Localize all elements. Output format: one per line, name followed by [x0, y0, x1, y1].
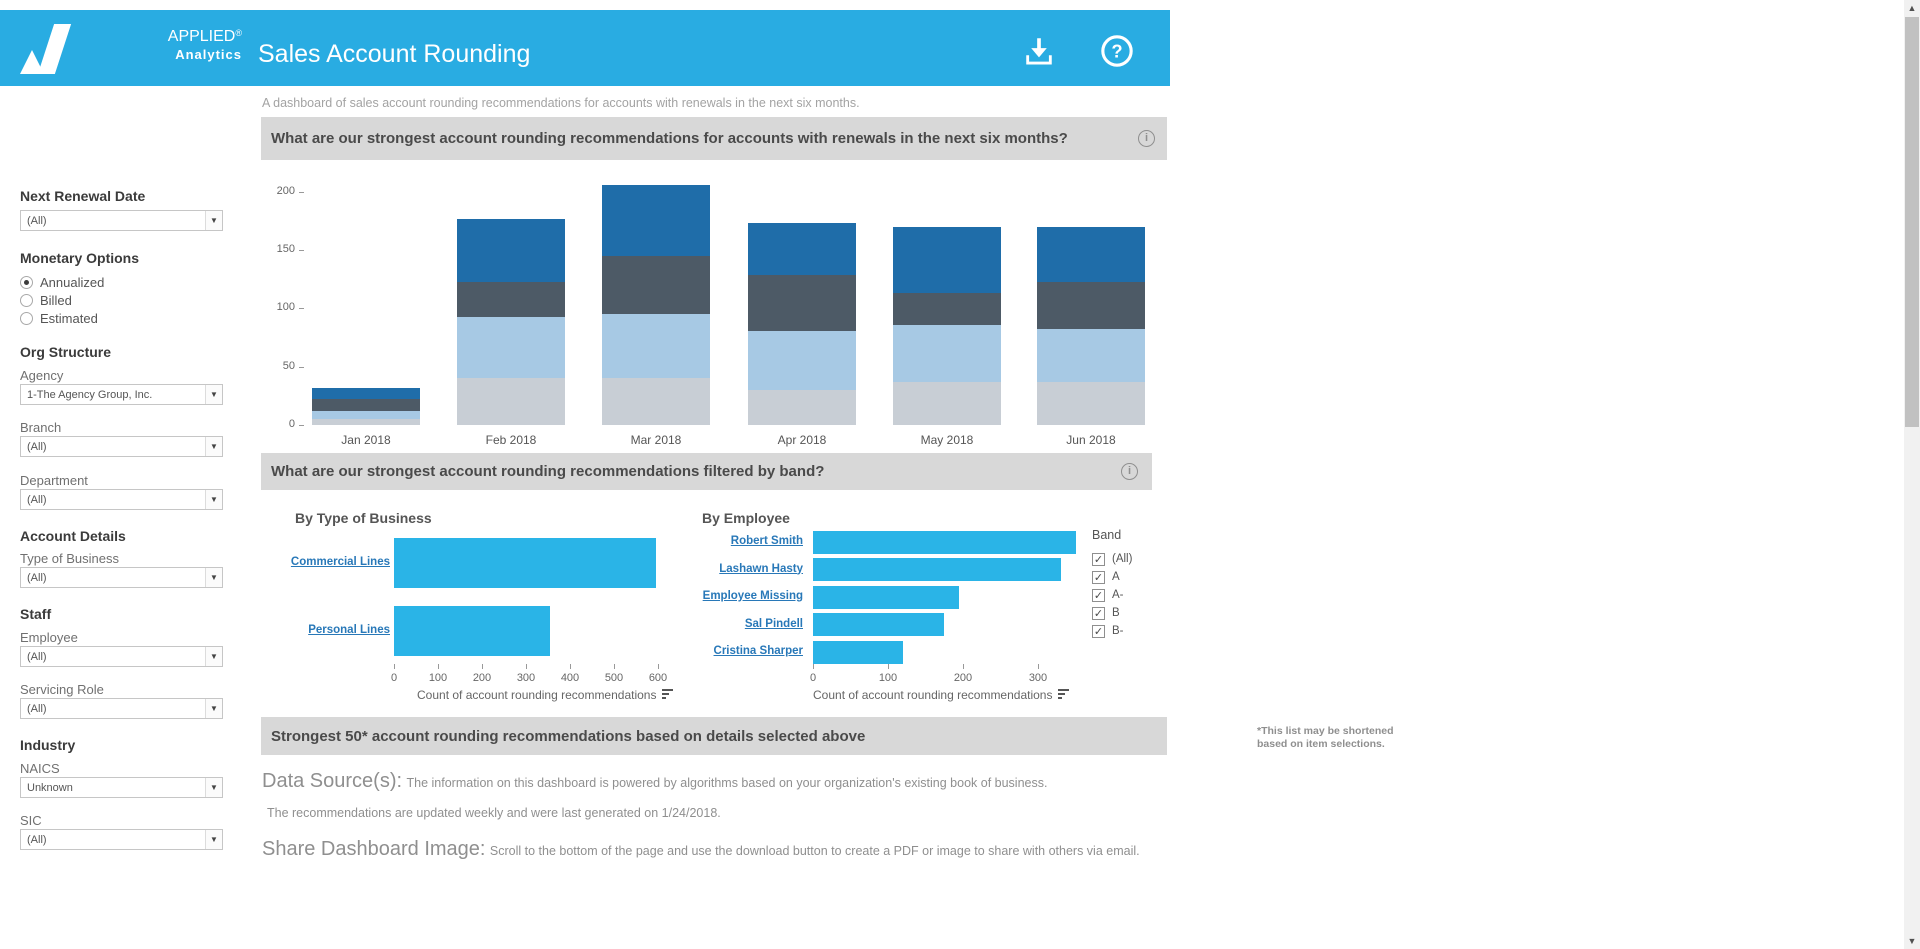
- band-checkbox-all[interactable]: [1092, 550, 1132, 568]
- value-bar[interactable]: [813, 641, 903, 664]
- value-bar[interactable]: [394, 606, 550, 656]
- checkbox-icon: ✓: [1093, 607, 1104, 620]
- checkbox-icon: ✓: [1093, 589, 1104, 602]
- stacked-bar-segment-lightblue[interactable]: [602, 314, 710, 378]
- stacked-bar-segment-lightblue[interactable]: [748, 331, 856, 390]
- stacked-bar-segment-lightblue[interactable]: [893, 325, 1001, 382]
- section1-header: [261, 117, 1167, 160]
- sic-label: SIC: [20, 813, 42, 828]
- section2-header: [261, 453, 1152, 490]
- x-axis-tick-mark: [438, 664, 439, 669]
- x-axis-month-label: Jun 2018: [1066, 433, 1116, 447]
- x-axis-tick-label: 500: [604, 672, 624, 684]
- band-checkbox-label: B: [1112, 607, 1120, 619]
- x-axis-tick-label: 400: [560, 672, 580, 684]
- x-axis-tick-mark: [526, 664, 527, 669]
- filter-heading-monetary-options: Monetary Options: [20, 250, 140, 266]
- y-axis-tick-mark: [299, 308, 304, 309]
- x-axis-tick-mark: [570, 664, 571, 669]
- category-link[interactable]: Personal Lines: [308, 624, 390, 636]
- band-filter-title: Band: [1092, 528, 1122, 542]
- stacked-bar-segment-lightblue[interactable]: [312, 411, 420, 419]
- chevron-down-icon: ▼: [205, 437, 222, 456]
- agency-label: Agency: [20, 368, 64, 383]
- filter-heading-industry: Industry: [20, 737, 76, 753]
- x-axis-tick-mark: [482, 664, 483, 669]
- chart-title: By Type of Business: [295, 510, 432, 526]
- help-icon[interactable]: [1100, 34, 1134, 68]
- stacked-bar-segment-darkblue[interactable]: [602, 185, 710, 256]
- section3-note: *This list may be shortened based on item selections.: [1257, 725, 1394, 750]
- x-axis-tick-label: 100: [428, 672, 448, 684]
- stacked-bar-segment-darkblue[interactable]: [457, 219, 565, 282]
- stacked-bar-segment-lightgray[interactable]: [312, 419, 420, 425]
- x-axis-month-label: May 2018: [920, 433, 974, 447]
- sort-descending-icon[interactable]: [662, 689, 673, 701]
- x-axis-tick-mark: [1038, 664, 1039, 669]
- employee-label: Employee: [20, 630, 78, 645]
- chevron-down-icon: ▼: [205, 568, 222, 587]
- x-axis-tick-label: 300: [1028, 672, 1048, 684]
- band-checkbox-a-[interactable]: [1092, 586, 1132, 604]
- value-bar[interactable]: [813, 586, 959, 609]
- branch-dropdown[interactable]: (All) ▼: [20, 436, 223, 457]
- chevron-down-icon: ▼: [205, 490, 222, 509]
- filter-sidebar: [0, 86, 257, 949]
- y-axis-tick-mark: [299, 192, 304, 193]
- value-bar[interactable]: [813, 613, 944, 636]
- x-axis-tick-label: 0: [809, 672, 817, 684]
- scrollbar-thumb[interactable]: [1905, 17, 1919, 427]
- logo-sub-text: Analytics: [175, 47, 242, 62]
- category-link[interactable]: Lashawn Hasty: [719, 562, 803, 575]
- stacked-bar-segment-lightgray[interactable]: [602, 378, 710, 425]
- logo-text: [82, 28, 242, 62]
- info-icon[interactable]: i: [1138, 130, 1155, 147]
- vertical-scrollbar[interactable]: [1904, 0, 1920, 949]
- app-header: [0, 10, 1170, 86]
- scroll-down-icon[interactable]: ▼: [1907, 936, 1917, 946]
- next-renewal-date-dropdown[interactable]: (All) ▼: [20, 210, 223, 231]
- band-checkbox-a[interactable]: [1092, 568, 1132, 586]
- stacked-bar-segment-lightblue[interactable]: [1037, 329, 1145, 381]
- y-axis-tick-label: 150: [276, 243, 295, 256]
- type-of-business-bar-chart: [257, 505, 717, 710]
- x-axis-tick-label: 200: [472, 672, 492, 684]
- chevron-down-icon: ▼: [205, 699, 222, 718]
- x-axis-caption: Count of account rounding recommendations: [417, 688, 673, 702]
- stacked-bar-segment-darkgray[interactable]: [748, 275, 856, 331]
- y-axis-tick-label: 0: [288, 418, 295, 430]
- chart-title: By Employee: [702, 510, 790, 526]
- employee-dropdown[interactable]: (All) ▼: [20, 646, 223, 667]
- filter-heading-account-details: Account Details: [20, 528, 126, 544]
- stacked-bar-segment-lightgray[interactable]: [457, 378, 565, 425]
- stacked-bar-segment-darkblue[interactable]: [1037, 227, 1145, 282]
- y-axis-tick-label: 50: [282, 359, 295, 372]
- checkbox-icon: ✓: [1093, 571, 1104, 584]
- value-bar[interactable]: [813, 531, 1076, 554]
- radio-billed[interactable]: Billed: [20, 293, 72, 308]
- x-axis-month-label: Feb 2018: [485, 433, 537, 447]
- stacked-bar-segment-darkgray[interactable]: [457, 282, 565, 317]
- x-axis-month-label: Mar 2018: [630, 433, 682, 447]
- chevron-down-icon: ▼: [205, 211, 222, 230]
- radio-annualized[interactable]: Annualized: [20, 275, 104, 290]
- category-link[interactable]: Commercial Lines: [290, 556, 390, 568]
- x-axis-tick-mark: [963, 664, 964, 669]
- x-axis-tick-label: 600: [648, 672, 668, 684]
- radio-icon: [20, 276, 33, 289]
- band-checkbox-label: A-: [1112, 589, 1124, 601]
- filter-heading-next-renewal-date: Next Renewal Date: [20, 188, 146, 204]
- department-label: Department: [20, 473, 88, 488]
- category-link[interactable]: Cristina Sharper: [713, 645, 803, 657]
- chevron-down-icon: ▼: [205, 778, 222, 797]
- x-axis-tick-mark: [658, 664, 659, 669]
- x-axis-tick-mark: [888, 664, 889, 669]
- share-label: Share Dashboard Image:: [262, 838, 486, 860]
- share-line: [262, 838, 1140, 861]
- update-note: The recommendations are updated weekly and were last generated on 1/24/2018.: [267, 806, 721, 820]
- naics-label: NAICS: [20, 761, 60, 776]
- data-sources-line: [262, 770, 1047, 793]
- band-checkbox-label: (All): [1112, 553, 1133, 565]
- stacked-bar-segment-darkblue[interactable]: [312, 388, 420, 400]
- servicing-role-dropdown[interactable]: (All) ▼: [20, 698, 223, 719]
- x-axis-tick-label: 300: [516, 672, 536, 684]
- stacked-bar-segment-darkblue[interactable]: [893, 227, 1001, 293]
- band-filter: [1092, 528, 1132, 640]
- stacked-bar-segment-darkblue[interactable]: [748, 223, 856, 274]
- stacked-bar-segment-darkgray[interactable]: [893, 293, 1001, 324]
- sort-descending-icon[interactable]: [1058, 689, 1069, 701]
- radio-estimated[interactable]: Estimated: [20, 311, 98, 326]
- x-axis-tick-mark: [614, 664, 615, 669]
- monthly-stacked-bar-chart: [257, 165, 1169, 455]
- checkbox-icon: ✓: [1093, 553, 1104, 566]
- naics-dropdown[interactable]: Unknown ▼: [20, 777, 223, 798]
- chevron-down-icon: ▼: [205, 385, 222, 404]
- employee-bar-chart: [700, 505, 1120, 710]
- stacked-bar-segment-lightblue[interactable]: [457, 317, 565, 379]
- stacked-bar-segment-lightgray[interactable]: [748, 390, 856, 425]
- department-dropdown[interactable]: (All) ▼: [20, 489, 223, 510]
- chevron-down-icon: ▼: [205, 830, 222, 849]
- download-icon[interactable]: [1022, 34, 1056, 68]
- radio-icon: [20, 294, 33, 307]
- filter-heading-org-structure: Org Structure: [20, 344, 112, 360]
- dashboard-subtitle: A dashboard of sales account rounding recommendations for accounts with renewals in the next six months.: [262, 96, 860, 110]
- filter-heading-staff: Staff: [20, 606, 52, 622]
- value-bar[interactable]: [813, 558, 1061, 581]
- band-checkbox-b-[interactable]: [1092, 622, 1132, 640]
- logo-registered-mark: ®: [235, 28, 242, 38]
- x-axis-tick-label: 0: [390, 672, 398, 684]
- applied-logo: [12, 22, 242, 78]
- stacked-bar-segment-darkgray[interactable]: [1037, 282, 1145, 330]
- category-link[interactable]: Employee Missing: [702, 590, 803, 602]
- type-of-business-label: Type of Business: [20, 551, 119, 566]
- sic-dropdown[interactable]: (All) ▼: [20, 829, 223, 850]
- x-axis-month-label: Jan 2018: [341, 433, 391, 447]
- x-axis-month-label: Apr 2018: [777, 433, 827, 447]
- page-title: Sales Account Rounding: [258, 40, 531, 68]
- section3-header: [261, 717, 1394, 755]
- stacked-bar-segment-lightgray[interactable]: [893, 382, 1001, 425]
- y-axis-tick-label: 200: [276, 184, 295, 197]
- info-icon[interactable]: i: [1121, 463, 1138, 480]
- agency-dropdown[interactable]: 1-The Agency Group, Inc. ▼: [20, 384, 223, 405]
- x-axis-tick-label: 200: [953, 672, 973, 684]
- section1-title: What are our strongest account rounding recommendations for accounts with renewals in the next six months?: [271, 130, 1068, 147]
- y-axis-tick-mark: [299, 367, 304, 368]
- y-axis-tick-mark: [299, 250, 304, 251]
- svg-text:?: ?: [1111, 40, 1123, 62]
- x-axis-tick-mark: [394, 664, 395, 669]
- scroll-up-icon[interactable]: ▲: [1907, 3, 1917, 13]
- logo-main-text: APPLIED: [167, 28, 236, 45]
- x-axis-caption: Count of account rounding recommendations: [813, 688, 1069, 702]
- stacked-bar-segment-lightgray[interactable]: [1037, 382, 1145, 425]
- stacked-bar-segment-darkgray[interactable]: [312, 399, 420, 411]
- section3-title: Strongest 50* account rounding recommendations based on details selected above: [271, 727, 866, 745]
- branch-label: Branch: [20, 420, 62, 435]
- chevron-down-icon: ▼: [205, 647, 222, 666]
- servicing-role-label: Servicing Role: [20, 682, 104, 697]
- stacked-bar-segment-darkgray[interactable]: [602, 256, 710, 314]
- checkbox-icon: ✓: [1093, 625, 1104, 638]
- section2-title: What are our strongest account rounding recommendations filtered by band?: [271, 463, 825, 480]
- share-text: Scroll to the bottom of the page and use the download button to create a PDF or image to share with others via email.: [489, 844, 1140, 858]
- type-of-business-dropdown[interactable]: (All) ▼: [20, 567, 223, 588]
- data-sources-label: Data Source(s):: [262, 770, 403, 792]
- radio-icon: [20, 312, 33, 325]
- band-checkbox-b[interactable]: [1092, 604, 1132, 622]
- category-link[interactable]: Sal Pindell: [744, 617, 803, 630]
- band-checkbox-label: B-: [1112, 625, 1124, 637]
- value-bar[interactable]: [394, 538, 656, 588]
- category-link[interactable]: Robert Smith: [730, 535, 803, 547]
- data-sources-text: The information on this dashboard is powered by algorithms based on your organization's existing book of business.: [406, 776, 1048, 790]
- y-axis-tick-label: 100: [276, 301, 295, 314]
- x-axis-tick-mark: [813, 664, 814, 669]
- x-axis-tick-label: 100: [878, 672, 898, 684]
- logo-slash-icon: [38, 24, 71, 74]
- band-checkbox-label: A: [1112, 571, 1120, 583]
- y-axis-tick-mark: [299, 425, 304, 426]
